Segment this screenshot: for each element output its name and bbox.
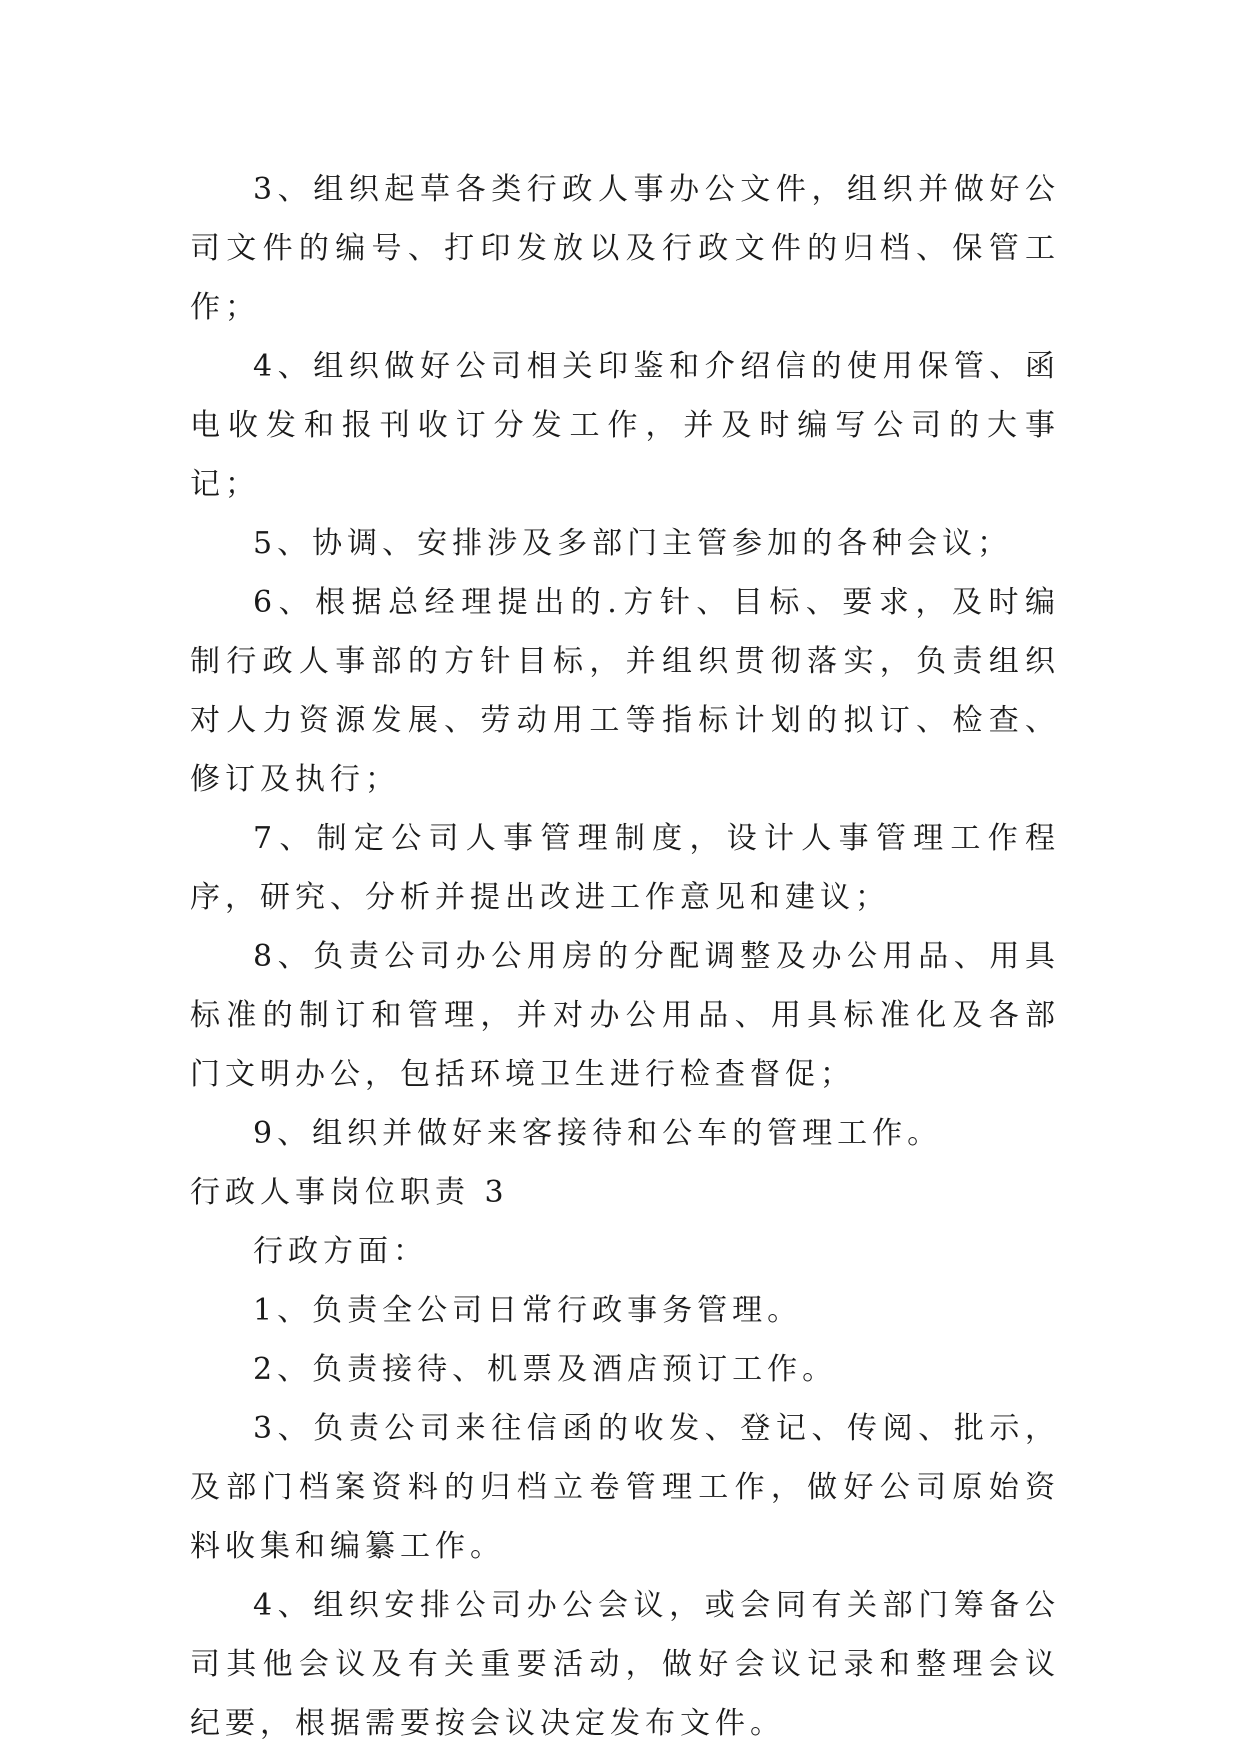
paragraph-admin-4: 4、组织安排公司办公会议，或会同有关部门筹备公司其他会议及有关重要活动，做好会议记录和整理会议纪要，根据需要按会议决定发布文件。	[190, 1588, 1060, 1741]
section-heading: 行政人事岗位职责 3	[190, 1175, 509, 1210]
paragraph-duty-4-seals: 4、组织做好公司相关印鉴和介绍信的使用保管、函电收发和报刊收订分发工作，并及时编写公司的大事记；	[190, 349, 1060, 502]
paragraph-admin-3: 3、负责公司来往信函的收发、登记、传阅、批示，及部门档案资料的归档立卷管理工作，做好公司原始资料收集和编纂工作。	[190, 1411, 1060, 1564]
document-body	[190, 160, 1060, 1753]
paragraph-duty-6-objectives: 6、根据总经理提出的.方针、目标、要求，及时编制行政人事部的方针目标，并组织贯彻落实，负责组织对人力资源发展、劳动用工等指标计划的拟订、检查、修订及执行；	[190, 585, 1060, 797]
subsection-label-admin: 行政方面：	[253, 1234, 428, 1269]
paragraph-duty-7-hr-policy: 7、制定公司人事管理制度，设计人事管理工作程序，研究、分析并提出改进工作意见和建议；	[190, 821, 1060, 915]
paragraph-duty-8-office-space: 8、负责公司办公用房的分配调整及办公用品、用具标准的制订和管理，并对办公用品、用具标准化及各部门文明办公，包括环境卫生进行检查督促；	[190, 939, 1060, 1092]
paragraph-duty-3-drafting: 3、组织起草各类行政人事办公文件，组织并做好公司文件的编号、打印发放以及行政文件的归档、保管工作；	[190, 172, 1060, 325]
paragraph-duty-5-meetings: 5、协调、安排涉及多部门主管参加的各种会议；	[253, 526, 1013, 561]
paragraph-duty-9-reception: 9、组织并做好来客接待和公车的管理工作。	[253, 1116, 943, 1151]
paragraph-admin-1: 1、负责全公司日常行政事务管理。	[253, 1293, 803, 1328]
paragraph-admin-2: 2、负责接待、机票及酒店预订工作。	[253, 1352, 838, 1387]
